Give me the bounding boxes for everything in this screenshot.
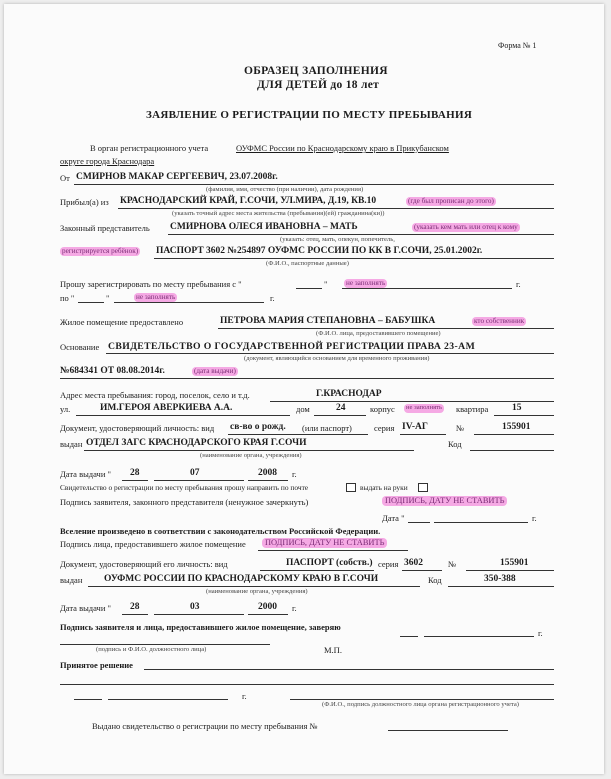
representative-note1: (указать кем мать или отец к кому: [414, 223, 518, 231]
signature-note: ПОДПИСЬ, ДАТУ НЕ СТАВИТЬ: [382, 496, 507, 506]
request-label: Прошу зарегистрировать по месту пребывания с ": [60, 279, 242, 289]
decision-hint: (Ф.И.О., подпись должностного лица органа регистрационного учета): [322, 701, 519, 708]
owner-code-line: [448, 586, 554, 587]
issue-year-line: [248, 480, 288, 481]
basis-note: (дата выдачи): [194, 367, 236, 375]
arrived-note: (где был прописан до этого): [408, 197, 494, 205]
owner-day-line: [122, 614, 148, 615]
document-series-line: [400, 434, 446, 435]
request-day-to-line: [78, 302, 104, 303]
signature-year-suffix: г.: [532, 513, 537, 523]
passport-hint: (Ф.И.О., паспортные данные): [266, 260, 349, 267]
passport-line: [154, 258, 554, 259]
owner-doc-number-line: [466, 570, 554, 571]
issue-date-label: Дата выдачи ": [60, 469, 111, 479]
owner-doc-series[interactable]: 3602: [404, 558, 423, 568]
address-city-line: [270, 401, 554, 402]
footer-text: Выдано свидетельство о регистрации по месту пребывания №: [92, 721, 318, 731]
request-year-to: г.: [270, 293, 275, 303]
owner-issued-label: выдан: [60, 575, 83, 585]
decision-label: Принятое решение: [60, 660, 133, 670]
certificate-text: Свидетельство о регистрации по месту пребывания прошу направить по почте: [60, 483, 309, 492]
form-title-line2: ДЛЯ ДЕТЕЙ до 18 лет: [257, 79, 380, 91]
owner-doc-series-line: [402, 570, 442, 571]
street-label: ул.: [60, 404, 71, 414]
owner-day[interactable]: 28: [130, 602, 140, 612]
arrived-hint: (указать точный адрес места жительства (пребывания)(ей) гражданина(ки)): [172, 210, 385, 217]
document-series[interactable]: IV-АГ: [402, 422, 428, 432]
request-day-from-line: [296, 288, 322, 289]
decision-sign-line: [290, 699, 554, 700]
owner-month-line: [154, 614, 244, 615]
footer-line: [388, 730, 508, 731]
signature-date-label: Дата ": [382, 513, 405, 523]
certify-hint: (подпись и Ф.И.О. должностного лица): [96, 646, 207, 653]
organ-label: В орган регистрационного учета: [90, 143, 209, 153]
issued-hint: (наименование органа, учреждения): [200, 452, 302, 459]
representative-label: Законный представитель: [60, 223, 150, 233]
request-note-to: не заполнять: [136, 293, 176, 301]
certify-month-line: [424, 636, 534, 637]
owner-issued-line: [88, 586, 420, 587]
request-date-from-line: [342, 288, 512, 289]
issue-year-suffix: г.: [292, 469, 297, 479]
request-to-label: по ": [60, 293, 75, 303]
basis-value2[interactable]: №684341 ОТ 08.08.2014г.: [60, 366, 165, 376]
owner-issued-value[interactable]: ОУФМС РОССИИ ПО КРАСНОДАРСКОМУ КРАЮ В Г.СОЧИ: [104, 574, 379, 584]
arrived-label: Прибыл(а) из: [60, 197, 109, 207]
issued-value[interactable]: ОТДЕЛ ЗАГС КРАСНОДАРСКОГО КРАЯ Г.СОЧИ: [86, 438, 307, 448]
owner-doc-label: Документ, удостоверяющий его личность: вид: [60, 559, 228, 569]
issue-month[interactable]: 07: [190, 468, 200, 478]
decision-line1: [144, 669, 554, 670]
issue-day-line: [122, 480, 148, 481]
from-value[interactable]: СМИРНОВ МАКАР СЕРГЕЕВИЧ, 23.07.2008г.: [76, 172, 278, 182]
decision-year-suffix: г.: [242, 691, 247, 701]
document-number[interactable]: 155901: [502, 422, 531, 432]
form-title-line1: ОБРАЗЕЦ ЗАПОЛНЕНИЯ: [244, 65, 388, 77]
issued-label: выдан: [60, 439, 83, 449]
owner-sign-note: ПОДПИСЬ, ДАТУ НЕ СТАВИТЬ: [262, 538, 387, 548]
issued-code-label: Код: [448, 439, 462, 449]
certify-sign-line: [60, 644, 270, 645]
decision-line2: [60, 684, 554, 685]
owner-sign-line: [258, 550, 408, 551]
flat-line: [494, 415, 554, 416]
korpus-label: корпус: [370, 404, 395, 414]
street-value[interactable]: ИМ.ГЕРОЯ АВЕРКИЕВА А.А.: [100, 403, 233, 413]
document-series-label: серия: [374, 423, 395, 433]
certify-day-line: [400, 636, 418, 637]
issued-line: [84, 450, 414, 451]
owner-doc-type[interactable]: ПАСПОРТ (собств.): [286, 558, 373, 568]
basis-label: Основание: [60, 342, 100, 352]
document-number-label: №: [456, 423, 465, 433]
from-label: От: [60, 173, 70, 183]
owner-year-suffix: г.: [292, 603, 297, 613]
basis-value[interactable]: СВИДЕТЕЛЬСТВО О ГОСУДАРСТВЕННОЙ РЕГИСТРАЦИИ ПРАВА 23-АМ: [108, 341, 476, 352]
owner-month[interactable]: 03: [190, 602, 200, 612]
document-label: Документ, удостоверяющий личность: вид: [60, 423, 215, 433]
organ-value-line2[interactable]: округе города Краснодара: [60, 156, 155, 166]
request-quote-from: ": [324, 279, 328, 289]
representative-hint: (указать: отец, мать, опекун, попечитель,: [280, 236, 395, 243]
from-line: [74, 184, 554, 185]
house-value[interactable]: 24: [336, 403, 346, 413]
basis-line: [106, 353, 554, 354]
housing-note: кто собственник: [474, 317, 525, 325]
arrived-line: [118, 208, 554, 209]
document-type-hint: (или паспорт): [302, 423, 352, 433]
owner-date-label: Дата выдачи ": [60, 603, 111, 613]
representative-value[interactable]: СМИРНОВА ОЛЕСЯ ИВАНОВНА – МАТЬ: [170, 222, 358, 232]
basis-line2: [60, 378, 554, 379]
form-heading: ЗАЯВЛЕНИЕ О РЕГИСТРАЦИИ ПО МЕСТУ ПРЕБЫВАНИЯ: [146, 109, 473, 121]
request-date-to-line: [114, 302, 264, 303]
arrived-value[interactable]: КРАСНОДАРСКИЙ КРАЙ, Г.СОЧИ, УЛ.МИРА, Д.19, КВ.10: [120, 196, 377, 206]
korpus-note: не заполнять: [406, 404, 443, 411]
representative-note2: регистрируется ребёнок): [62, 247, 139, 255]
organ-value-line1[interactable]: ОУФМС России по Краснодарскому краю в Прикубанском: [236, 143, 449, 153]
address-city[interactable]: Г.КРАСНОДАР: [316, 389, 382, 399]
house-label: дом: [296, 404, 310, 414]
owner-doc-number-label: №: [448, 559, 457, 569]
stamp-place: М.П.: [324, 645, 342, 655]
owner-doc-series-label: серия: [378, 559, 399, 569]
owner-doc-number[interactable]: 155901: [500, 558, 529, 568]
signature-month-line: [434, 522, 528, 523]
house-line: [314, 415, 366, 416]
street-line: [76, 415, 290, 416]
housing-value[interactable]: ПЕТРОВА МАРИЯ СТЕПАНОВНА – БАБУШКА: [220, 316, 436, 326]
owner-code-value[interactable]: 350-388: [484, 574, 516, 584]
owner-year-line: [248, 614, 288, 615]
request-note-from: не заполнять: [346, 279, 386, 287]
document-type[interactable]: св-во о рожд.: [230, 422, 286, 432]
flat-value[interactable]: 15: [512, 403, 522, 413]
housing-hint: (Ф.И.О. лица, предоставившего помещение): [316, 330, 441, 337]
mail-checkbox[interactable]: [346, 483, 356, 492]
document-type-line: [228, 434, 368, 435]
basis-hint: (документ, являющийся основанием для временного проживания): [244, 355, 430, 362]
representative-line: [168, 234, 554, 235]
certify-label: Подпись заявителя и лица, предоставившего жилое помещение, заверяю: [60, 622, 341, 632]
owner-doc-type-line: [260, 570, 374, 571]
request-quote-to: ": [106, 293, 110, 303]
owner-issued-hint: (наименование органа, учреждения): [206, 588, 308, 595]
decision-day-line: [74, 699, 102, 700]
housing-label: Жилое помещение предоставлено: [60, 317, 184, 327]
housing-line: [218, 328, 554, 329]
issue-day[interactable]: 28: [130, 468, 140, 478]
certify-year-suffix: г.: [538, 628, 543, 638]
application-form-page: [4, 4, 604, 774]
from-hint: (фамилия, имя, отчество (при наличии), дата рождения): [206, 186, 364, 193]
law-text: Вселение произведено в соответствии с законодательством Российской Федерации.: [60, 526, 381, 536]
decision-month-line: [108, 699, 228, 700]
certificate-hands-label: выдать на руки: [360, 483, 408, 492]
issue-month-line: [154, 480, 244, 481]
flat-label: квартира: [456, 404, 489, 414]
document-number-line: [474, 434, 554, 435]
signature-label: Подпись заявителя, законного представителя (ненужное зачеркнуть): [60, 497, 309, 507]
representative-passport[interactable]: ПАСПОРТ 3602 №254897 ОУФМС РОССИИ ПО КК В Г.СОЧИ, 25.01.2002г.: [156, 246, 483, 256]
form-number: Форма № 1: [498, 41, 537, 50]
owner-code-label: Код: [428, 575, 442, 585]
signature-day-line: [408, 522, 430, 523]
hands-checkbox[interactable]: [418, 483, 428, 492]
issued-code-line: [470, 450, 554, 451]
request-year-from: г.: [516, 279, 521, 289]
owner-year[interactable]: 2000: [258, 602, 277, 612]
address-label: Адрес места пребывания: город, поселок, село и т.д.: [60, 390, 250, 400]
owner-sign-label: Подпись лица, предоставившего жилое помещение: [60, 539, 246, 549]
issue-year[interactable]: 2008: [258, 468, 277, 478]
